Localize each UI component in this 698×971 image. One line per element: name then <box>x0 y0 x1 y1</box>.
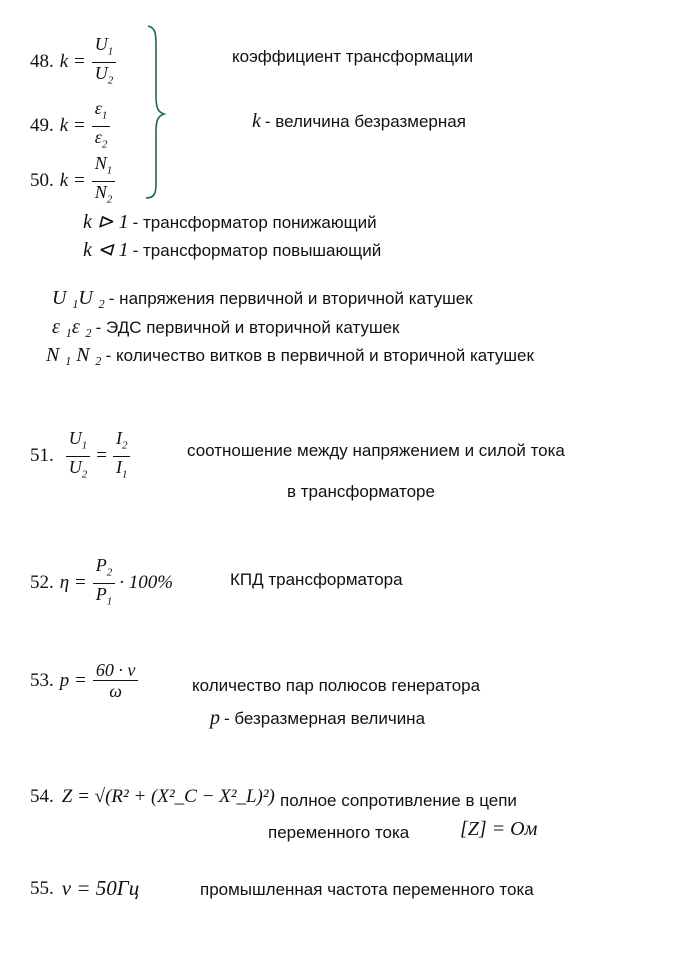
fraction: $\frac{U_1}{U_2}$ <box>92 34 117 90</box>
formula-body: Z = √(R² + (X²_C − X²_L)²) <box>61 786 275 807</box>
fraction: $\frac{U_1}{U_2}$ <box>66 428 91 484</box>
desc-51-line2: в трансформаторе <box>287 482 435 501</box>
def-emf: ε ₁ε ₂ - ЭДС первичной и вторичной катушек <box>52 316 400 338</box>
desc-coefficient: коэффициент трансформации <box>232 47 474 66</box>
formula-48 <box>30 34 116 90</box>
formula-49 <box>30 98 110 154</box>
fraction: $\frac{\varepsilon_1}{\varepsilon_2}$ <box>92 98 111 154</box>
desc-54-line1: полное сопротивление в цепи <box>280 791 517 810</box>
formula-number: 48. <box>30 51 54 73</box>
unit-impedance: [Z] = Ом <box>460 818 538 840</box>
formula-54 <box>30 786 275 808</box>
desc-51-line1: соотношение между напряжением и силой тока <box>187 441 565 460</box>
formula-lhs: p = <box>59 669 87 691</box>
fraction: $\frac{60 \cdot \nu}{\omega}$ <box>93 660 139 701</box>
formula-number: 50. <box>30 170 54 192</box>
formula-lhs: k = <box>59 115 86 137</box>
desc-53-line2: p - безразмерная величина <box>210 707 426 729</box>
formula-lhs: η = <box>59 572 87 594</box>
formula-body: ν = 50Гц <box>61 876 140 900</box>
curly-brace-icon <box>140 24 170 200</box>
formula-55 <box>30 876 139 901</box>
desc-52: КПД трансформатора <box>230 570 403 589</box>
def-voltage: U ₁U ₂ - напряжения первичной и вторичной катушек <box>52 287 473 309</box>
fraction: $\frac{P_2}{P_1}$ <box>93 555 116 611</box>
formula-number: 49. <box>30 115 54 137</box>
formula-number: 52. <box>30 572 54 594</box>
k-greater-row: k ⊳ 1 - трансформатор понижающий <box>83 211 377 233</box>
desc-54-line2: переменного тока <box>268 823 410 842</box>
desc-k-dimensionless: k - величина безразмерная <box>252 110 466 132</box>
formula-number: 51. <box>30 445 54 467</box>
k-less-row: k ⊲ 1 - трансформатор повышающий <box>83 239 382 261</box>
formula-number: 54. <box>30 786 54 807</box>
desc-53-line1: количество пар полюсов генератора <box>192 676 481 695</box>
fraction: $\frac{I_2}{I_1}$ <box>113 428 131 484</box>
fraction: $\frac{N_1}{N_2}$ <box>92 153 116 209</box>
formula-number: 55. <box>30 877 54 899</box>
formula-50 <box>30 153 115 209</box>
formula-52: 52. η = $\frac{P_2}{P_1}$ · 100% <box>30 555 173 611</box>
formula-51: 51. $\frac{U_1}{U_2}$ = $\frac{I_2}{I_1}$ <box>30 428 130 484</box>
def-turns: N ₁ N ₂ - количество витков в первичной и вторичной катушек <box>46 344 534 366</box>
formula-lhs: k = <box>59 51 86 73</box>
formula-53 <box>30 660 138 701</box>
desc-55: промышленная частота переменного тока <box>200 880 534 899</box>
formula-number: 53. <box>30 669 54 691</box>
formula-lhs: k = <box>59 170 86 192</box>
